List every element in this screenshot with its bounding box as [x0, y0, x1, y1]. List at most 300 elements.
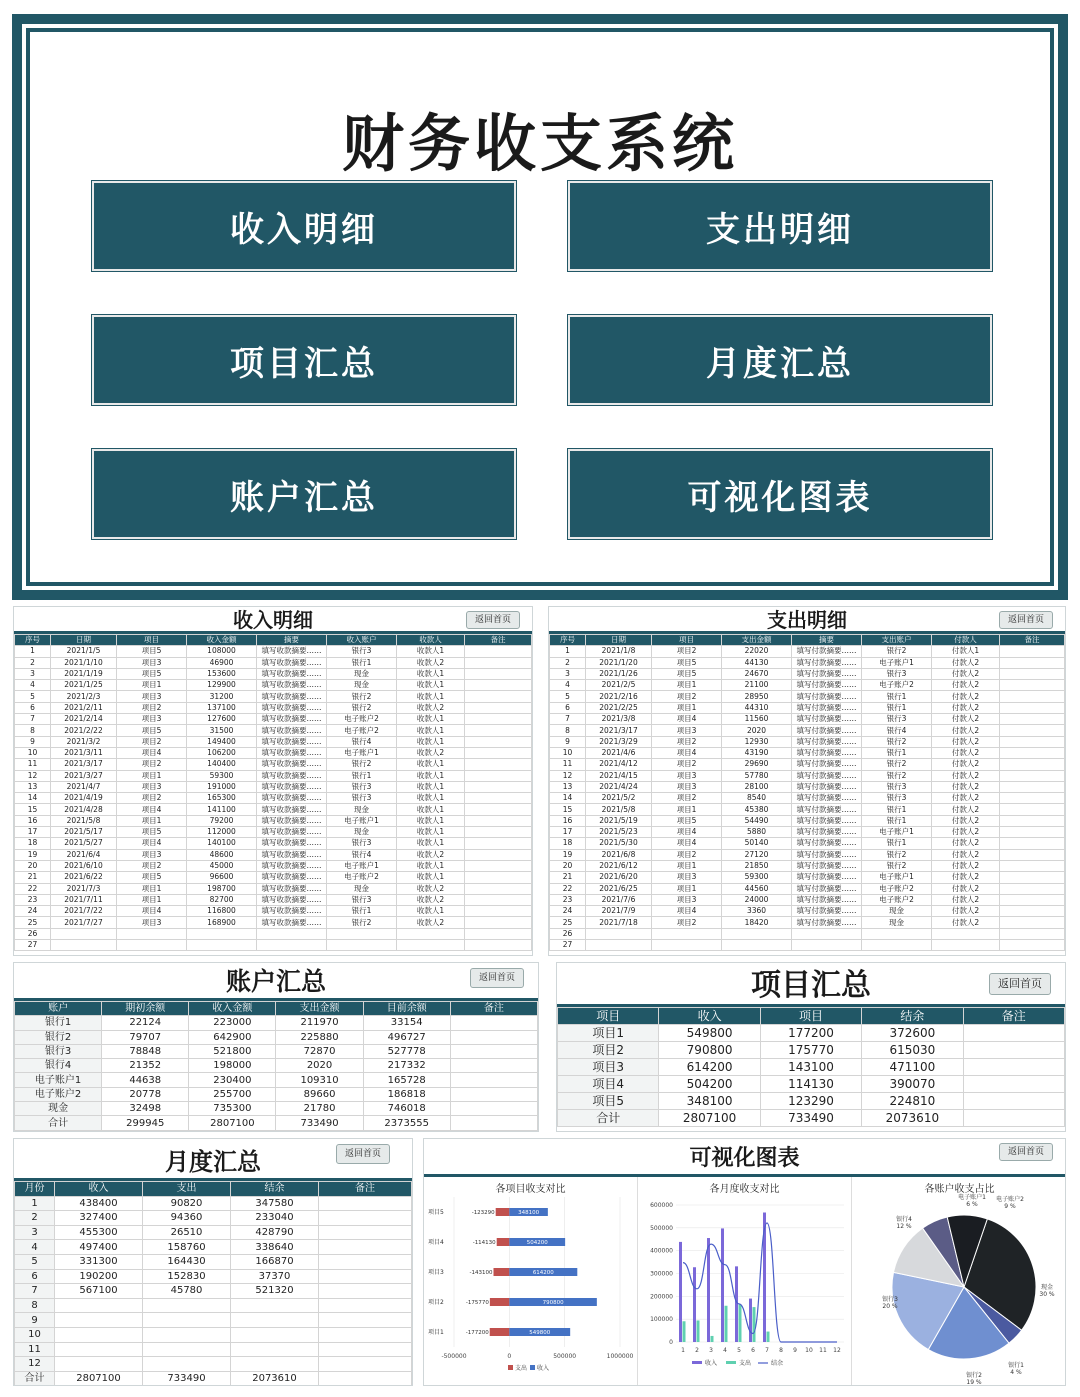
table-cell[interactable]: 填写付款摘要……	[792, 736, 862, 747]
table-cell[interactable]	[1000, 793, 1065, 804]
table-cell[interactable]: 项目2	[652, 917, 722, 928]
table-cell[interactable]: 3	[550, 668, 586, 679]
table-cell[interactable]: 付款人2	[932, 883, 1000, 894]
table-cell[interactable]	[862, 928, 932, 939]
table-cell[interactable]: 2021/7/3	[51, 883, 117, 894]
table-cell[interactable]: 3360	[722, 906, 792, 917]
table-cell[interactable]: 填写付款摘要……	[792, 770, 862, 781]
table-cell[interactable]	[963, 1110, 1064, 1127]
table-cell[interactable]: 填写收款摘要……	[257, 725, 327, 736]
table-cell[interactable]: 填写收款摘要……	[257, 827, 327, 838]
table-cell[interactable]: 2021/5/23	[586, 827, 652, 838]
table-cell[interactable]: 项目4	[652, 714, 722, 725]
table-cell[interactable]	[231, 1313, 319, 1328]
table-cell[interactable]: 付款人2	[932, 815, 1000, 826]
table-cell[interactable]: 116800	[187, 906, 257, 917]
table-cell[interactable]: 2021/2/5	[586, 680, 652, 691]
table-cell[interactable]: 现金	[327, 804, 397, 815]
table-cell[interactable]: 790800	[659, 1042, 760, 1059]
table-cell[interactable]	[465, 928, 532, 939]
table-cell[interactable]: 79707	[102, 1030, 189, 1044]
table-cell[interactable]: 项目4	[652, 747, 722, 758]
table-cell[interactable]: 项目3	[652, 781, 722, 792]
table-cell[interactable]	[465, 691, 532, 702]
table-cell[interactable]	[450, 1073, 537, 1087]
table-cell[interactable]	[1000, 759, 1065, 770]
table-cell[interactable]: 43190	[722, 747, 792, 758]
table-cell[interactable]: 24000	[722, 894, 792, 905]
table-cell[interactable]: 2021/1/20	[586, 657, 652, 668]
table-cell[interactable]: 123290	[760, 1093, 861, 1110]
table-cell[interactable]: 567100	[55, 1284, 143, 1299]
table-cell[interactable]: 428790	[231, 1225, 319, 1240]
table-cell[interactable]: 付款人2	[932, 906, 1000, 917]
table-cell[interactable]: 23	[15, 894, 51, 905]
table-cell[interactable]	[450, 1016, 537, 1030]
table-cell[interactable]	[257, 928, 327, 939]
table-cell[interactable]	[465, 815, 532, 826]
table-cell[interactable]: 2807100	[189, 1116, 276, 1130]
table-cell[interactable]: 19	[15, 849, 51, 860]
table-cell[interactable]: 银行1	[862, 815, 932, 826]
table-cell[interactable]: 2021/7/9	[586, 906, 652, 917]
table-cell[interactable]: 银行3	[327, 838, 397, 849]
table-cell[interactable]	[450, 1102, 537, 1116]
table-cell[interactable]: 21100	[722, 680, 792, 691]
table-cell[interactable]: 10	[550, 747, 586, 758]
table-cell[interactable]: 16	[550, 815, 586, 826]
table-cell[interactable]: 2021/2/25	[586, 702, 652, 713]
table-cell[interactable]: 填写付款摘要……	[792, 646, 862, 657]
table-cell[interactable]: 项目1	[558, 1025, 659, 1042]
table-cell[interactable]: 224810	[862, 1093, 963, 1110]
table-cell[interactable]	[1000, 657, 1065, 668]
table-cell[interactable]: 付款人2	[932, 860, 1000, 871]
table-cell[interactable]: 项目5	[652, 815, 722, 826]
table-cell[interactable]: 2021/4/28	[51, 804, 117, 815]
table-cell[interactable]: 电子账户1	[327, 747, 397, 758]
table-cell[interactable]: 合计	[15, 1371, 55, 1386]
table-cell[interactable]: 2021/3/17	[51, 759, 117, 770]
table-cell[interactable]: 11	[15, 759, 51, 770]
table-cell[interactable]	[1000, 646, 1065, 657]
table-cell[interactable]: 177200	[760, 1025, 861, 1042]
table-cell[interactable]: 银行2	[15, 1030, 102, 1044]
table-cell[interactable]	[465, 872, 532, 883]
table-cell[interactable]	[722, 940, 792, 951]
table-cell[interactable]: 2021/3/17	[586, 725, 652, 736]
table-cell[interactable]: 8	[15, 725, 51, 736]
table-cell[interactable]: 390070	[862, 1076, 963, 1093]
table-cell[interactable]: 2021/3/27	[51, 770, 117, 781]
table-cell[interactable]: 2021/5/17	[51, 827, 117, 838]
table-cell[interactable]: 2021/2/3	[51, 691, 117, 702]
table-cell[interactable]: 项目5	[117, 725, 187, 736]
table-cell[interactable]	[792, 928, 862, 939]
table-cell[interactable]: 银行3	[327, 793, 397, 804]
table-cell[interactable]: 50140	[722, 838, 792, 849]
table-cell[interactable]	[319, 1211, 412, 1226]
table-cell[interactable]: 7	[550, 714, 586, 725]
table-cell[interactable]: 79200	[187, 815, 257, 826]
table-cell[interactable]: 90820	[143, 1196, 231, 1211]
table-cell[interactable]: 付款人2	[932, 680, 1000, 691]
table-cell[interactable]	[55, 1342, 143, 1357]
table-cell[interactable]: 银行2	[327, 917, 397, 928]
table-cell[interactable]: 电子账户1	[327, 815, 397, 826]
table-cell[interactable]: 6	[550, 702, 586, 713]
table-cell[interactable]: 153600	[187, 668, 257, 679]
table-cell[interactable]: 7	[15, 1284, 55, 1299]
table-cell[interactable]: 8540	[722, 793, 792, 804]
table-cell[interactable]	[465, 725, 532, 736]
table-cell[interactable]: 57780	[722, 770, 792, 781]
table-cell[interactable]: 填写收款摘要……	[257, 906, 327, 917]
table-cell[interactable]	[862, 940, 932, 951]
table-cell[interactable]	[1000, 827, 1065, 838]
table-cell[interactable]	[586, 928, 652, 939]
table-cell[interactable]: 填写付款摘要……	[792, 657, 862, 668]
table-cell[interactable]: 20778	[102, 1087, 189, 1101]
table-cell[interactable]	[963, 1076, 1064, 1093]
table-cell[interactable]: 项目5	[117, 668, 187, 679]
table-cell[interactable]: 银行3	[862, 714, 932, 725]
table-cell[interactable]: 项目2	[652, 849, 722, 860]
table-cell[interactable]: 12	[15, 1357, 55, 1372]
table-cell[interactable]	[465, 804, 532, 815]
table-cell[interactable]: 收款人1	[397, 646, 465, 657]
table-cell[interactable]: 89660	[276, 1087, 363, 1101]
table-cell[interactable]	[1000, 883, 1065, 894]
table-cell[interactable]: 付款人2	[932, 657, 1000, 668]
table-cell[interactable]: 114130	[760, 1076, 861, 1093]
table-cell[interactable]: 填写收款摘要……	[257, 815, 327, 826]
table-cell[interactable]: 收款人2	[397, 849, 465, 860]
table-cell[interactable]	[1000, 838, 1065, 849]
table-cell[interactable]: 付款人2	[932, 827, 1000, 838]
table-cell[interactable]: 银行1	[862, 702, 932, 713]
table-cell[interactable]: 银行3	[327, 646, 397, 657]
table-cell[interactable]	[187, 928, 257, 939]
table-cell[interactable]: 3	[15, 668, 51, 679]
table-cell[interactable]: 746018	[363, 1102, 450, 1116]
table-cell[interactable]: 21	[550, 872, 586, 883]
table-cell[interactable]	[963, 1059, 1064, 1076]
table-cell[interactable]: 2021/7/6	[586, 894, 652, 905]
table-cell[interactable]: 项目1	[117, 894, 187, 905]
table-cell[interactable]: 2021/6/12	[586, 860, 652, 871]
table-cell[interactable]: 银行1	[15, 1016, 102, 1030]
table-cell[interactable]: 填写收款摘要……	[257, 747, 327, 758]
table-cell[interactable]: 2021/4/19	[51, 793, 117, 804]
table-cell[interactable]: 14	[550, 793, 586, 804]
table-cell[interactable]: 银行1	[327, 770, 397, 781]
table-cell[interactable]	[1000, 714, 1065, 725]
table-cell[interactable]: 收款人2	[397, 747, 465, 758]
table-cell[interactable]: 项目5	[117, 872, 187, 883]
table-cell[interactable]: 22124	[102, 1016, 189, 1030]
table-cell[interactable]: 372600	[862, 1025, 963, 1042]
table-cell[interactable]: 填写付款摘要……	[792, 781, 862, 792]
table-cell[interactable]: 733490	[276, 1116, 363, 1130]
table-cell[interactable]: 16	[15, 815, 51, 826]
table-cell[interactable]: 银行3	[862, 781, 932, 792]
table-cell[interactable]: 9	[15, 736, 51, 747]
table-cell[interactable]: 项目4	[117, 804, 187, 815]
table-cell[interactable]: 填写付款摘要……	[792, 680, 862, 691]
table-cell[interactable]: 11560	[722, 714, 792, 725]
table-cell[interactable]: 137100	[187, 702, 257, 713]
table-cell[interactable]: 电子账户1	[862, 827, 932, 838]
table-cell[interactable]	[1000, 849, 1065, 860]
table-cell[interactable]: 614200	[659, 1059, 760, 1076]
table-cell[interactable]: 331300	[55, 1254, 143, 1269]
table-cell[interactable]	[932, 928, 1000, 939]
table-cell[interactable]: 4	[15, 1240, 55, 1255]
table-cell[interactable]: 143100	[760, 1059, 861, 1076]
table-cell[interactable]: 项目2	[652, 691, 722, 702]
table-cell[interactable]: 735300	[189, 1102, 276, 1116]
table-cell[interactable]: 电子账户2	[327, 872, 397, 883]
back-home-button[interactable]: 返回首页	[999, 1143, 1053, 1161]
table-cell[interactable]: 现金	[862, 917, 932, 928]
table-cell[interactable]	[397, 928, 465, 939]
table-cell[interactable]: 165300	[187, 793, 257, 804]
table-cell[interactable]: 付款人2	[932, 849, 1000, 860]
table-cell[interactable]: 填写收款摘要……	[257, 646, 327, 657]
table-cell[interactable]: 项目4	[558, 1076, 659, 1093]
table-cell[interactable]: 2021/4/12	[586, 759, 652, 770]
table-cell[interactable]	[465, 917, 532, 928]
table-cell[interactable]: 项目5	[117, 646, 187, 657]
table-cell[interactable]	[319, 1313, 412, 1328]
table-cell[interactable]: 电子账户1	[862, 872, 932, 883]
table-cell[interactable]: 164430	[143, 1254, 231, 1269]
table-cell[interactable]: 填写付款摘要……	[792, 714, 862, 725]
table-cell[interactable]: 5	[15, 1254, 55, 1269]
table-cell[interactable]: 项目3	[117, 917, 187, 928]
table-cell[interactable]: 项目2	[117, 736, 187, 747]
table-cell[interactable]: 48600	[187, 849, 257, 860]
table-cell[interactable]: 82700	[187, 894, 257, 905]
table-cell[interactable]: 项目1	[652, 680, 722, 691]
table-cell[interactable]: 6	[15, 702, 51, 713]
table-cell[interactable]	[1000, 860, 1065, 871]
table-cell[interactable]: 付款人2	[932, 804, 1000, 815]
table-cell[interactable]: 付款人2	[932, 872, 1000, 883]
table-cell[interactable]: 9	[15, 1313, 55, 1328]
table-cell[interactable]: 18	[15, 838, 51, 849]
table-cell[interactable]: 21850	[722, 860, 792, 871]
table-cell[interactable]: 28100	[722, 781, 792, 792]
table-cell[interactable]: 银行2	[862, 860, 932, 871]
back-home-button[interactable]: 返回首页	[999, 611, 1053, 629]
table-cell[interactable]: 填写付款摘要……	[792, 872, 862, 883]
table-cell[interactable]	[231, 1298, 319, 1313]
table-cell[interactable]: 24	[550, 906, 586, 917]
table-cell[interactable]: 填写付款摘要……	[792, 827, 862, 838]
table-cell[interactable]: 填写收款摘要……	[257, 883, 327, 894]
table-cell[interactable]: 158760	[143, 1240, 231, 1255]
table-cell[interactable]	[319, 1254, 412, 1269]
table-cell[interactable]: 96600	[187, 872, 257, 883]
table-cell[interactable]: 付款人2	[932, 894, 1000, 905]
table-cell[interactable]	[465, 838, 532, 849]
table-cell[interactable]: 17	[550, 827, 586, 838]
table-cell[interactable]: 21352	[102, 1059, 189, 1073]
table-cell[interactable]	[319, 1357, 412, 1372]
table-cell[interactable]: 2021/5/8	[51, 815, 117, 826]
table-cell[interactable]: 收款人1	[397, 804, 465, 815]
table-cell[interactable]: 15	[15, 804, 51, 815]
table-cell[interactable]: 13	[550, 781, 586, 792]
nav-income-detail-button[interactable]: 收入明细	[92, 181, 516, 271]
table-cell[interactable]	[231, 1327, 319, 1342]
table-cell[interactable]: 642900	[189, 1030, 276, 1044]
table-cell[interactable]	[1000, 770, 1065, 781]
table-cell[interactable]: 455300	[55, 1225, 143, 1240]
table-cell[interactable]: 填写收款摘要……	[257, 668, 327, 679]
table-cell[interactable]: 521800	[189, 1044, 276, 1058]
table-cell[interactable]: 233040	[231, 1211, 319, 1226]
table-cell[interactable]	[722, 928, 792, 939]
table-cell[interactable]: 149400	[187, 736, 257, 747]
table-cell[interactable]: 银行2	[862, 736, 932, 747]
table-cell[interactable]: 106200	[187, 747, 257, 758]
table-cell[interactable]: 付款人2	[932, 917, 1000, 928]
table-cell[interactable]	[319, 1269, 412, 1284]
table-cell[interactable]: 31500	[187, 725, 257, 736]
table-cell[interactable]: 收款人1	[397, 770, 465, 781]
table-cell[interactable]: 银行2	[862, 646, 932, 657]
table-cell[interactable]	[117, 928, 187, 939]
table-cell[interactable]: 2021/2/16	[586, 691, 652, 702]
table-cell[interactable]: 2	[15, 1211, 55, 1226]
table-cell[interactable]: 2073610	[231, 1371, 319, 1386]
table-cell[interactable]: 填写付款摘要……	[792, 815, 862, 826]
table-cell[interactable]: 198000	[189, 1059, 276, 1073]
table-cell[interactable]: 项目3	[652, 872, 722, 883]
table-cell[interactable]: 2021/1/10	[51, 657, 117, 668]
table-cell[interactable]: 项目1	[117, 770, 187, 781]
table-cell[interactable]: 12	[550, 770, 586, 781]
table-cell[interactable]: 299945	[102, 1116, 189, 1130]
table-cell[interactable]: 项目4	[117, 747, 187, 758]
table-cell[interactable]: 20	[15, 860, 51, 871]
table-cell[interactable]: 银行4	[862, 725, 932, 736]
table-cell[interactable]: 25	[550, 917, 586, 928]
table-cell[interactable]: 2021/2/22	[51, 725, 117, 736]
table-cell[interactable]: 项目3	[652, 894, 722, 905]
table-cell[interactable]	[327, 940, 397, 951]
table-cell[interactable]: 5	[15, 691, 51, 702]
table-cell[interactable]	[231, 1357, 319, 1372]
table-cell[interactable]: 项目4	[652, 827, 722, 838]
table-cell[interactable]	[1000, 940, 1065, 951]
table-cell[interactable]: 327400	[55, 1211, 143, 1226]
table-cell[interactable]: 填写收款摘要……	[257, 714, 327, 725]
table-cell[interactable]	[450, 1116, 537, 1130]
table-cell[interactable]: 付款人2	[932, 793, 1000, 804]
table-cell[interactable]: 23	[550, 894, 586, 905]
table-cell[interactable]: 收款人1	[397, 714, 465, 725]
table-cell[interactable]: 现金	[327, 680, 397, 691]
table-cell[interactable]: 2021/6/10	[51, 860, 117, 871]
table-cell[interactable]: 2020	[276, 1059, 363, 1073]
table-cell[interactable]: 项目5	[558, 1093, 659, 1110]
table-cell[interactable]: 230400	[189, 1073, 276, 1087]
table-cell[interactable]: 11	[550, 759, 586, 770]
table-cell[interactable]: 2021/1/25	[51, 680, 117, 691]
table-cell[interactable]: 项目2	[652, 759, 722, 770]
table-cell[interactable]: 44310	[722, 702, 792, 713]
table-cell[interactable]: 1	[550, 646, 586, 657]
table-cell[interactable]: 项目2	[117, 860, 187, 871]
table-cell[interactable]: 收款人1	[397, 827, 465, 838]
table-cell[interactable]: 5880	[722, 827, 792, 838]
table-cell[interactable]: 收款人2	[397, 917, 465, 928]
table-cell[interactable]: 21780	[276, 1102, 363, 1116]
table-cell[interactable]: 付款人1	[932, 646, 1000, 657]
table-cell[interactable]: 2021/7/22	[51, 906, 117, 917]
table-cell[interactable]: 549800	[659, 1025, 760, 1042]
table-cell[interactable]: 付款人2	[932, 759, 1000, 770]
table-cell[interactable]: 收款人1	[397, 725, 465, 736]
table-cell[interactable]: 615030	[862, 1042, 963, 1059]
table-cell[interactable]: 27	[550, 940, 586, 951]
table-cell[interactable]	[465, 906, 532, 917]
table-cell[interactable]: 2021/5/27	[51, 838, 117, 849]
table-cell[interactable]	[327, 928, 397, 939]
table-cell[interactable]: 4	[15, 680, 51, 691]
table-cell[interactable]: 项目3	[117, 849, 187, 860]
table-cell[interactable]: 填写付款摘要……	[792, 838, 862, 849]
table-cell[interactable]	[465, 736, 532, 747]
table-cell[interactable]: 45780	[143, 1284, 231, 1299]
table-cell[interactable]: 项目4	[652, 838, 722, 849]
table-cell[interactable]: 2021/2/14	[51, 714, 117, 725]
table-cell[interactable]: 2021/5/8	[586, 804, 652, 815]
table-cell[interactable]: 2	[550, 657, 586, 668]
table-cell[interactable]: 银行2	[327, 702, 397, 713]
table-cell[interactable]: 银行1	[862, 747, 932, 758]
table-cell[interactable]: 收款人1	[397, 860, 465, 871]
table-cell[interactable]: 141100	[187, 804, 257, 815]
table-cell[interactable]: 电子账户2	[862, 894, 932, 905]
table-cell[interactable]	[257, 940, 327, 951]
table-cell[interactable]: 合计	[15, 1116, 102, 1130]
table-cell[interactable]: 338640	[231, 1240, 319, 1255]
table-cell[interactable]: 2021/6/25	[586, 883, 652, 894]
table-cell[interactable]: 18420	[722, 917, 792, 928]
table-cell[interactable]: 26510	[143, 1225, 231, 1240]
table-cell[interactable]: 项目3	[117, 781, 187, 792]
table-cell[interactable]	[319, 1342, 412, 1357]
table-cell[interactable]: 项目1	[652, 702, 722, 713]
table-cell[interactable]	[55, 1327, 143, 1342]
table-cell[interactable]: 26	[550, 928, 586, 939]
table-cell[interactable]: 11	[15, 1342, 55, 1357]
table-cell[interactable]: 2021/4/15	[586, 770, 652, 781]
table-cell[interactable]: 140100	[187, 838, 257, 849]
table-cell[interactable]: 129900	[187, 680, 257, 691]
table-cell[interactable]: 733490	[760, 1110, 861, 1127]
table-cell[interactable]: 填写收款摘要……	[257, 804, 327, 815]
table-cell[interactable]: 217332	[363, 1059, 450, 1073]
table-cell[interactable]: 10	[15, 747, 51, 758]
table-cell[interactable]	[143, 1357, 231, 1372]
table-cell[interactable]: 8	[550, 725, 586, 736]
